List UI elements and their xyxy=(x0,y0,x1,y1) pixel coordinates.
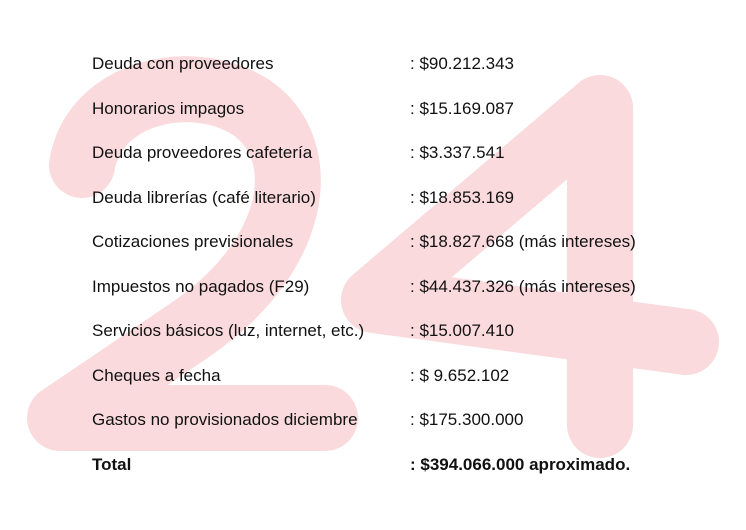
row-label: Impuestos no pagados (F29) xyxy=(92,276,310,296)
total-value: : $394.066.000 aproximado. xyxy=(410,454,631,474)
row-value: : $44.437.326 (más intereses) xyxy=(410,276,636,296)
row-value: : $18.827.668 (más intereses) xyxy=(410,232,636,251)
row-value: : $90.212.343 xyxy=(410,54,514,73)
row-label: Deuda proveedores cafetería xyxy=(92,143,313,162)
row-value: : $175.300.000 xyxy=(410,410,524,429)
row-label: Deuda librerías (café literario) xyxy=(92,187,316,207)
total-label: Total xyxy=(92,454,132,474)
row-value: : $18.853.169 xyxy=(410,187,514,207)
row-label: Servicios básicos (luz, internet, etc.) xyxy=(92,321,365,340)
row-label: Cotizaciones previsionales xyxy=(92,232,294,251)
row-value: : $15.007.410 xyxy=(410,321,514,340)
row-value: : $15.169.087 xyxy=(410,98,514,118)
row-label: Deuda con proveedores xyxy=(92,54,274,73)
row-label: Honorarios impagos xyxy=(92,98,245,118)
row-label: Cheques a fecha xyxy=(92,365,221,385)
row-value: : $ 9.652.102 xyxy=(410,365,510,385)
row-label: Gastos no provisionados diciembre xyxy=(92,410,358,429)
row-value: : $3.337.541 xyxy=(410,143,505,162)
